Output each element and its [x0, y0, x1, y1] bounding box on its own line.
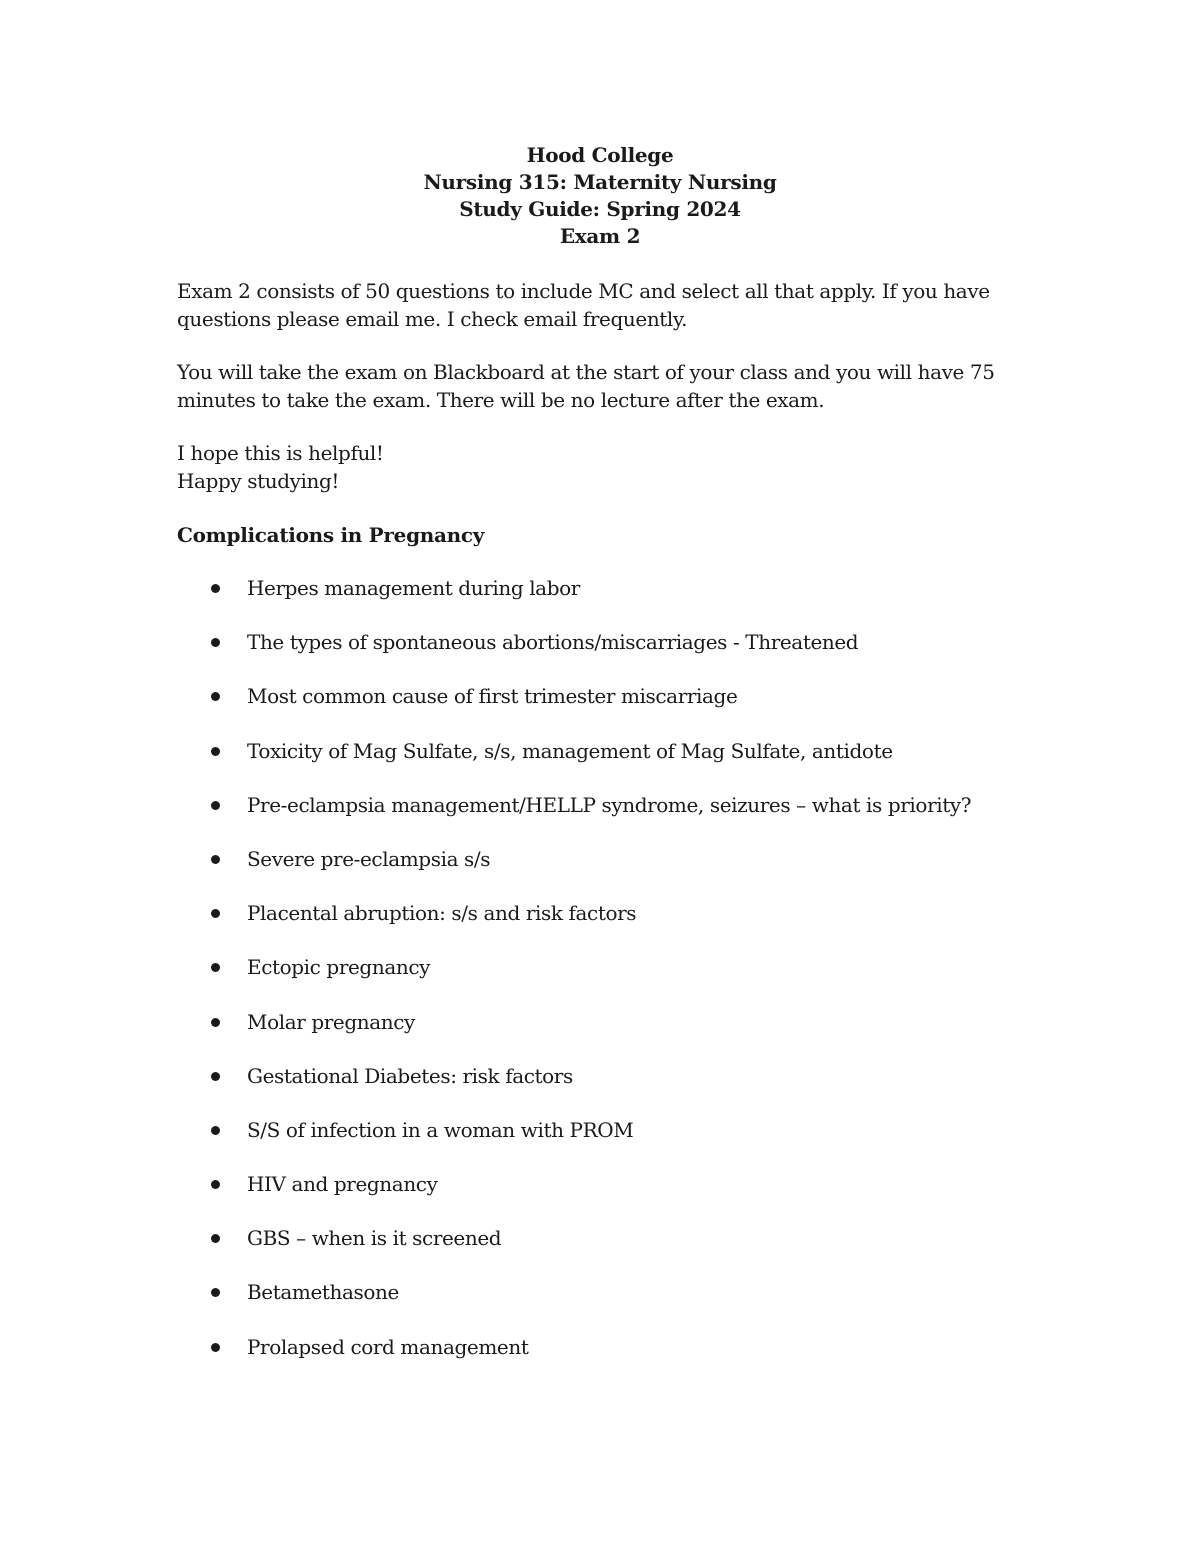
bullet-icon — [211, 909, 220, 918]
exam-logistics-paragraph — [177, 358, 1017, 414]
college-name: Hood College — [526, 143, 674, 167]
list-item: Herpes management during labor — [0, 574, 1200, 628]
exam-info-line-2: questions please email me. I check email frequently. — [177, 307, 688, 331]
closing-line-2: Happy studying! — [177, 469, 340, 493]
bullet-icon — [211, 1343, 220, 1352]
exam-title: Exam 2 — [559, 224, 641, 248]
bullet-icon — [211, 801, 220, 810]
exam-logistics-line-1: You will take the exam on Blackboard at the start of your class and you will have 75 — [177, 360, 995, 384]
bullet-icon — [211, 1126, 220, 1135]
list-item: GBS – when is it screened — [0, 1224, 1200, 1278]
list-item: Prolapsed cord management — [0, 1333, 1200, 1387]
list-item: The types of spontaneous abortions/miscarriages - Threatened — [0, 628, 1200, 682]
list-item: Severe pre-eclampsia s/s — [0, 845, 1200, 899]
closing-paragraph — [177, 439, 1017, 495]
bullet-icon — [211, 1180, 220, 1189]
list-item: S/S of infection in a woman with PROM — [0, 1116, 1200, 1170]
section-heading: Complications in Pregnancy — [177, 523, 485, 547]
topic-list — [0, 574, 1200, 1387]
closing-line-1: I hope this is helpful! — [177, 441, 384, 465]
bullet-icon — [211, 1234, 220, 1243]
list-item: Molar pregnancy — [0, 1008, 1200, 1062]
list-item: Toxicity of Mag Sulfate, s/s, management of Mag Sulfate, antidote — [0, 737, 1200, 791]
bullet-icon — [211, 692, 220, 701]
exam-info-line-1: Exam 2 consists of 50 questions to include MC and select all that apply. If you have — [177, 279, 990, 303]
document-header — [0, 142, 1200, 250]
list-item: Ectopic pregnancy — [0, 953, 1200, 1007]
bullet-icon — [211, 1018, 220, 1027]
bullet-icon — [211, 584, 220, 593]
course-title: Nursing 315: Maternity Nursing — [423, 170, 777, 194]
list-item: Betamethasone — [0, 1278, 1200, 1332]
list-item: Gestational Diabetes: risk factors — [0, 1062, 1200, 1116]
bullet-icon — [211, 855, 220, 864]
list-item: Placental abruption: s/s and risk factors — [0, 899, 1200, 953]
bullet-icon — [211, 1072, 220, 1081]
exam-info-paragraph — [177, 277, 1017, 333]
exam-logistics-line-2: minutes to take the exam. There will be no lecture after the exam. — [177, 388, 825, 412]
list-item: HIV and pregnancy — [0, 1170, 1200, 1224]
guide-title: Study Guide: Spring 2024 — [459, 197, 741, 221]
bullet-icon — [211, 963, 220, 972]
list-item: Most common cause of first trimester miscarriage — [0, 682, 1200, 736]
bullet-icon — [211, 638, 220, 647]
bullet-icon — [211, 1288, 220, 1297]
list-item: Pre-eclampsia management/HELLP syndrome, seizures – what is priority? — [0, 791, 1200, 845]
bullet-icon — [211, 747, 220, 756]
